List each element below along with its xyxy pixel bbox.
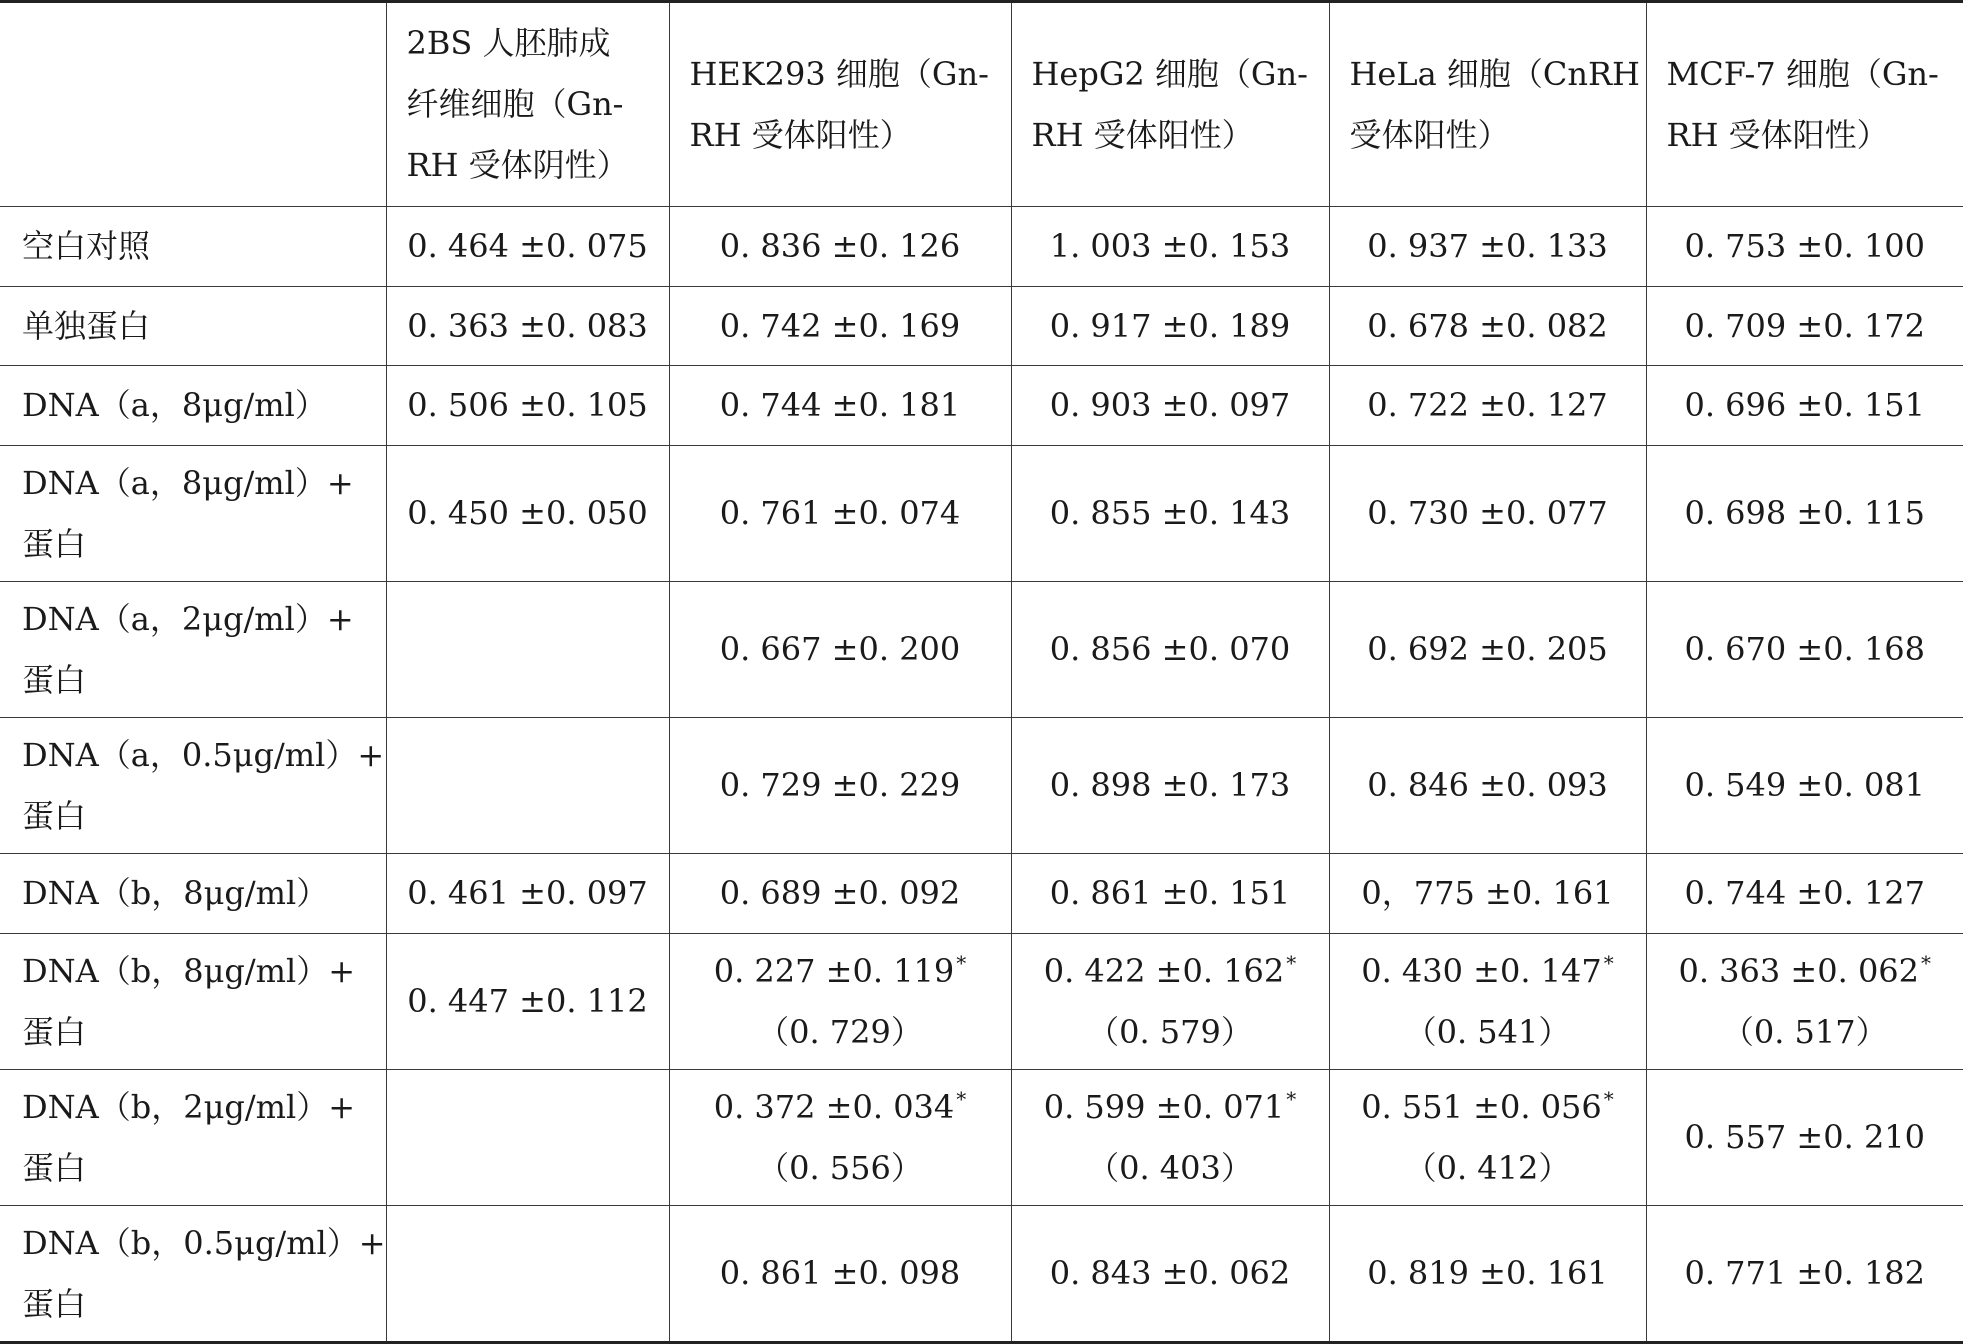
cell-value: 0. 422 ±0. 162 — [1044, 952, 1285, 990]
row-label — [0, 934, 386, 1070]
table-cell — [1011, 446, 1329, 582]
table-cell — [1646, 207, 1963, 287]
table-cell — [1329, 854, 1646, 934]
cell-value: 0. 744 ±0. 181 — [720, 386, 961, 424]
table-cell — [1329, 366, 1646, 446]
table-cell — [386, 287, 669, 366]
significance-marker: * — [1286, 951, 1296, 975]
cell-value-line — [1012, 863, 1329, 924]
cell-value-line — [1330, 216, 1646, 277]
row-label-line: 蛋白 — [22, 1138, 386, 1199]
cell-value-line — [1647, 1243, 1963, 1304]
cell-value: 0. 447 ±0. 112 — [407, 982, 648, 1020]
cell-value-line — [1012, 619, 1329, 680]
table-row — [0, 854, 1963, 934]
cell-value: 0. 836 ±0. 126 — [720, 227, 961, 265]
table-cell — [669, 1206, 1011, 1343]
row-label — [0, 718, 386, 854]
cell-value: 0. 722 ±0. 127 — [1367, 386, 1608, 424]
row-label-line: DNA（b，8μg/ml）+ — [22, 941, 386, 1002]
cell-value: 0. 937 ±0. 133 — [1367, 227, 1608, 265]
table-cell — [1329, 207, 1646, 287]
cell-value: 0. 903 ±0. 097 — [1050, 386, 1291, 424]
column-header-line: 纤维细胞（Gn- — [407, 74, 669, 135]
row-label-line: DNA（b，8μg/ml） — [22, 863, 386, 924]
cell-value-line — [1012, 216, 1329, 277]
table-row — [0, 934, 1963, 1070]
row-label — [0, 207, 386, 287]
cell-inhibition-rate: （0. 729） — [670, 1002, 1011, 1063]
column-header-line: HEK293 细胞（Gn- — [690, 44, 1011, 105]
cell-value: 0. 753 ±0. 100 — [1684, 227, 1925, 265]
table-cell — [1646, 287, 1963, 366]
cell-inhibition-rate: （0. 579） — [1012, 1002, 1329, 1063]
cell-value: 0. 819 ±0. 161 — [1367, 1254, 1608, 1292]
cell-value: 0. 861 ±0. 151 — [1050, 874, 1291, 912]
cell-value: 0. 692 ±0. 205 — [1367, 630, 1608, 668]
table-cell — [1011, 1206, 1329, 1343]
cell-value-line — [387, 216, 669, 277]
cell-value-line — [1012, 483, 1329, 544]
row-label-line: DNA（b，0.5μg/ml）+ — [22, 1213, 386, 1274]
table-cell — [669, 718, 1011, 854]
cell-value-line — [1647, 755, 1963, 816]
table-row — [0, 366, 1963, 446]
table-cell — [669, 207, 1011, 287]
cell-value: 0. 917 ±0. 189 — [1050, 307, 1291, 345]
cell-value-line — [387, 863, 669, 924]
table-cell — [1329, 934, 1646, 1070]
table-row — [0, 207, 1963, 287]
cell-inhibition-rate: （0. 403） — [1012, 1138, 1329, 1199]
column-header — [386, 2, 669, 207]
significance-marker: * — [1604, 1087, 1614, 1111]
significance-marker: * — [1286, 1087, 1296, 1111]
table-cell — [386, 1206, 669, 1343]
column-header-line: RH 受体阳性） — [1667, 105, 1963, 166]
cell-value: 0. 846 ±0. 093 — [1367, 766, 1608, 804]
cell-value-line — [1330, 863, 1646, 924]
row-label-line: 蛋白 — [22, 1274, 386, 1335]
row-label-line: 空白对照 — [22, 216, 386, 277]
table-cell — [669, 582, 1011, 718]
table-cell — [386, 1070, 669, 1206]
column-header-line: RH 受体阳性） — [1032, 105, 1329, 166]
column-header-line: 受体阳性） — [1350, 105, 1646, 166]
row-label — [0, 1206, 386, 1343]
cell-value-line — [670, 619, 1011, 680]
cell-value: 0. 557 ±0. 210 — [1684, 1118, 1925, 1156]
cell-value: 0. 861 ±0. 098 — [720, 1254, 961, 1292]
cell-value: 0. 855 ±0. 143 — [1050, 494, 1291, 532]
cell-value-line — [1012, 296, 1329, 357]
cell-value-line — [387, 971, 669, 1032]
table-cell — [1011, 582, 1329, 718]
cell-value: 0. 551 ±0. 056 — [1361, 1088, 1602, 1126]
cell-value-line — [1647, 375, 1963, 436]
table-cell — [1011, 1070, 1329, 1206]
table-cell — [1646, 934, 1963, 1070]
table-cell — [1646, 582, 1963, 718]
cell-value-line — [1647, 296, 1963, 357]
cell-value: 0. 549 ±0. 081 — [1684, 766, 1925, 804]
cell-value-line — [1330, 941, 1646, 1002]
cell-value: 0. 461 ±0. 097 — [407, 874, 648, 912]
cell-value-line — [1330, 483, 1646, 544]
significance-marker: * — [956, 951, 966, 975]
table-cell — [386, 718, 669, 854]
row-label-line: DNA（a，8μg/ml）+ — [22, 453, 386, 514]
table-cell — [669, 287, 1011, 366]
cell-value-line — [1647, 863, 1963, 924]
row-label-line: 蛋白 — [22, 650, 386, 711]
cell-value: 0. 464 ±0. 075 — [407, 227, 648, 265]
cell-value: 0. 761 ±0. 074 — [720, 494, 961, 532]
table-cell — [1646, 1206, 1963, 1343]
cell-value-line — [1012, 1077, 1329, 1138]
table-cell — [1646, 1070, 1963, 1206]
cell-value-line — [1330, 375, 1646, 436]
table-row — [0, 582, 1963, 718]
table-row — [0, 718, 1963, 854]
cell-value-line — [387, 296, 669, 357]
column-header — [1011, 2, 1329, 207]
table-cell — [1329, 446, 1646, 582]
cell-value-line — [1330, 755, 1646, 816]
cell-value-line — [1330, 1243, 1646, 1304]
row-label — [0, 446, 386, 582]
cell-value: 1. 003 ±0. 153 — [1050, 227, 1291, 265]
column-header-line: HeLa 细胞（CnRH — [1350, 44, 1646, 105]
cell-value: 0. 678 ±0. 082 — [1367, 307, 1608, 345]
table-cell — [1329, 718, 1646, 854]
table-cell — [1011, 854, 1329, 934]
cell-value: 0. 667 ±0. 200 — [720, 630, 961, 668]
cell-value-line — [1012, 755, 1329, 816]
row-label — [0, 366, 386, 446]
table-cell — [669, 366, 1011, 446]
cell-value: 0. 430 ±0. 147 — [1361, 952, 1602, 990]
cell-value-line — [1012, 941, 1329, 1002]
significance-marker: * — [1604, 951, 1614, 975]
header-row — [0, 2, 1963, 207]
table-cell — [669, 934, 1011, 1070]
cell-value: 0. 450 ±0. 050 — [407, 494, 648, 532]
table-cell — [1329, 1070, 1646, 1206]
cell-value: 0. 689 ±0. 092 — [720, 874, 961, 912]
table-cell — [1011, 207, 1329, 287]
cell-value: 0. 843 ±0. 062 — [1050, 1254, 1291, 1292]
cell-value: 0. 771 ±0. 182 — [1684, 1254, 1925, 1292]
cell-value: 0. 670 ±0. 168 — [1684, 630, 1925, 668]
cell-inhibition-rate: （0. 412） — [1330, 1138, 1646, 1199]
column-header — [1646, 2, 1963, 207]
cell-value: 0. 898 ±0. 173 — [1050, 766, 1291, 804]
row-label — [0, 582, 386, 718]
cell-value: 0. 696 ±0. 151 — [1684, 386, 1925, 424]
cell-value: 0. 744 ±0. 127 — [1684, 874, 1925, 912]
cell-value: 0. 372 ±0. 034 — [714, 1088, 955, 1126]
cell-value-line — [1647, 941, 1963, 1002]
row-label-line: DNA（a，8μg/ml） — [22, 375, 386, 436]
cell-value-line — [670, 375, 1011, 436]
cell-value-line — [1647, 216, 1963, 277]
cell-value: 0. 730 ±0. 077 — [1367, 494, 1608, 532]
cell-value: 0. 599 ±0. 071 — [1044, 1088, 1285, 1126]
table-cell — [1646, 854, 1963, 934]
table-cell — [1011, 934, 1329, 1070]
table-cell — [1646, 718, 1963, 854]
table-cell — [1329, 1206, 1646, 1343]
significance-marker: * — [1921, 951, 1931, 975]
table-cell — [386, 366, 669, 446]
row-label — [0, 287, 386, 366]
cell-value: 0. 709 ±0. 172 — [1684, 307, 1925, 345]
table-row — [0, 287, 1963, 366]
cell-value-line — [387, 483, 669, 544]
row-label-line: 蛋白 — [22, 514, 386, 575]
row-label — [0, 854, 386, 934]
significance-marker: * — [956, 1087, 966, 1111]
cell-value-line — [1647, 1107, 1963, 1168]
table-cell — [1011, 718, 1329, 854]
column-header — [669, 2, 1011, 207]
table-cell — [1646, 366, 1963, 446]
cell-value-line — [1012, 375, 1329, 436]
column-header-line: 2BS 人胚肺成 — [407, 13, 669, 74]
cell-value-line — [670, 755, 1011, 816]
cell-value-line — [1647, 483, 1963, 544]
row-label-line: DNA（a，2μg/ml）+ — [22, 589, 386, 650]
cell-value-line — [387, 375, 669, 436]
cell-value: 0. 742 ±0. 169 — [720, 307, 961, 345]
cell-value-line — [670, 1077, 1011, 1138]
table-cell — [386, 934, 669, 1070]
row-label — [0, 1070, 386, 1206]
cell-value: 0. 729 ±0. 229 — [720, 766, 961, 804]
cell-value-line — [1012, 1243, 1329, 1304]
column-header — [1329, 2, 1646, 207]
table-row — [0, 446, 1963, 582]
cell-value-line — [670, 941, 1011, 1002]
cell-value-line — [670, 863, 1011, 924]
table-cell — [1011, 366, 1329, 446]
cell-value: 0. 363 ±0. 083 — [407, 307, 648, 345]
cell-value-line — [1330, 1077, 1646, 1138]
table-cell — [669, 854, 1011, 934]
cell-value: 0. 363 ±0. 062 — [1678, 952, 1919, 990]
table-row — [0, 1206, 1963, 1343]
cell-value-line — [670, 1243, 1011, 1304]
table-row — [0, 1070, 1963, 1206]
table-cell — [386, 446, 669, 582]
cell-value-line — [670, 296, 1011, 357]
row-label-line: DNA（b，2μg/ml）+ — [22, 1077, 386, 1138]
cell-value-line — [1647, 619, 1963, 680]
table-cell — [1011, 287, 1329, 366]
cell-inhibition-rate: （0. 556） — [670, 1138, 1011, 1199]
table-cell — [386, 582, 669, 718]
row-label-line: DNA（a，0.5μg/ml）+ — [22, 725, 386, 786]
cell-inhibition-rate: （0. 541） — [1330, 1002, 1646, 1063]
column-header-line: RH 受体阳性） — [690, 105, 1011, 166]
column-header-line: HepG2 细胞（Gn- — [1032, 44, 1329, 105]
row-label-line: 单独蛋白 — [22, 296, 386, 357]
table-cell — [1329, 582, 1646, 718]
table-cell — [669, 446, 1011, 582]
table-cell — [1329, 287, 1646, 366]
table-cell — [1646, 446, 1963, 582]
table-cell — [669, 1070, 1011, 1206]
cell-value: 0. 856 ±0. 070 — [1050, 630, 1291, 668]
cell-value: 0，775 ±0. 161 — [1361, 874, 1613, 912]
table-cell — [386, 854, 669, 934]
cell-value-line — [1330, 296, 1646, 357]
column-header-line: MCF-7 细胞（Gn- — [1667, 44, 1963, 105]
cell-inhibition-rate: （0. 517） — [1647, 1002, 1963, 1063]
cell-value-line — [670, 216, 1011, 277]
row-label-line: 蛋白 — [22, 786, 386, 847]
header-corner-cell — [0, 2, 386, 207]
row-label-line: 蛋白 — [22, 1002, 386, 1063]
cell-value-line — [670, 483, 1011, 544]
cell-value: 0. 698 ±0. 115 — [1684, 494, 1925, 532]
cell-value-line — [1330, 619, 1646, 680]
column-header-line: RH 受体阴性） — [407, 135, 669, 196]
cell-value: 0. 227 ±0. 119 — [714, 952, 955, 990]
table-cell — [386, 207, 669, 287]
cell-value: 0. 506 ±0. 105 — [407, 386, 648, 424]
